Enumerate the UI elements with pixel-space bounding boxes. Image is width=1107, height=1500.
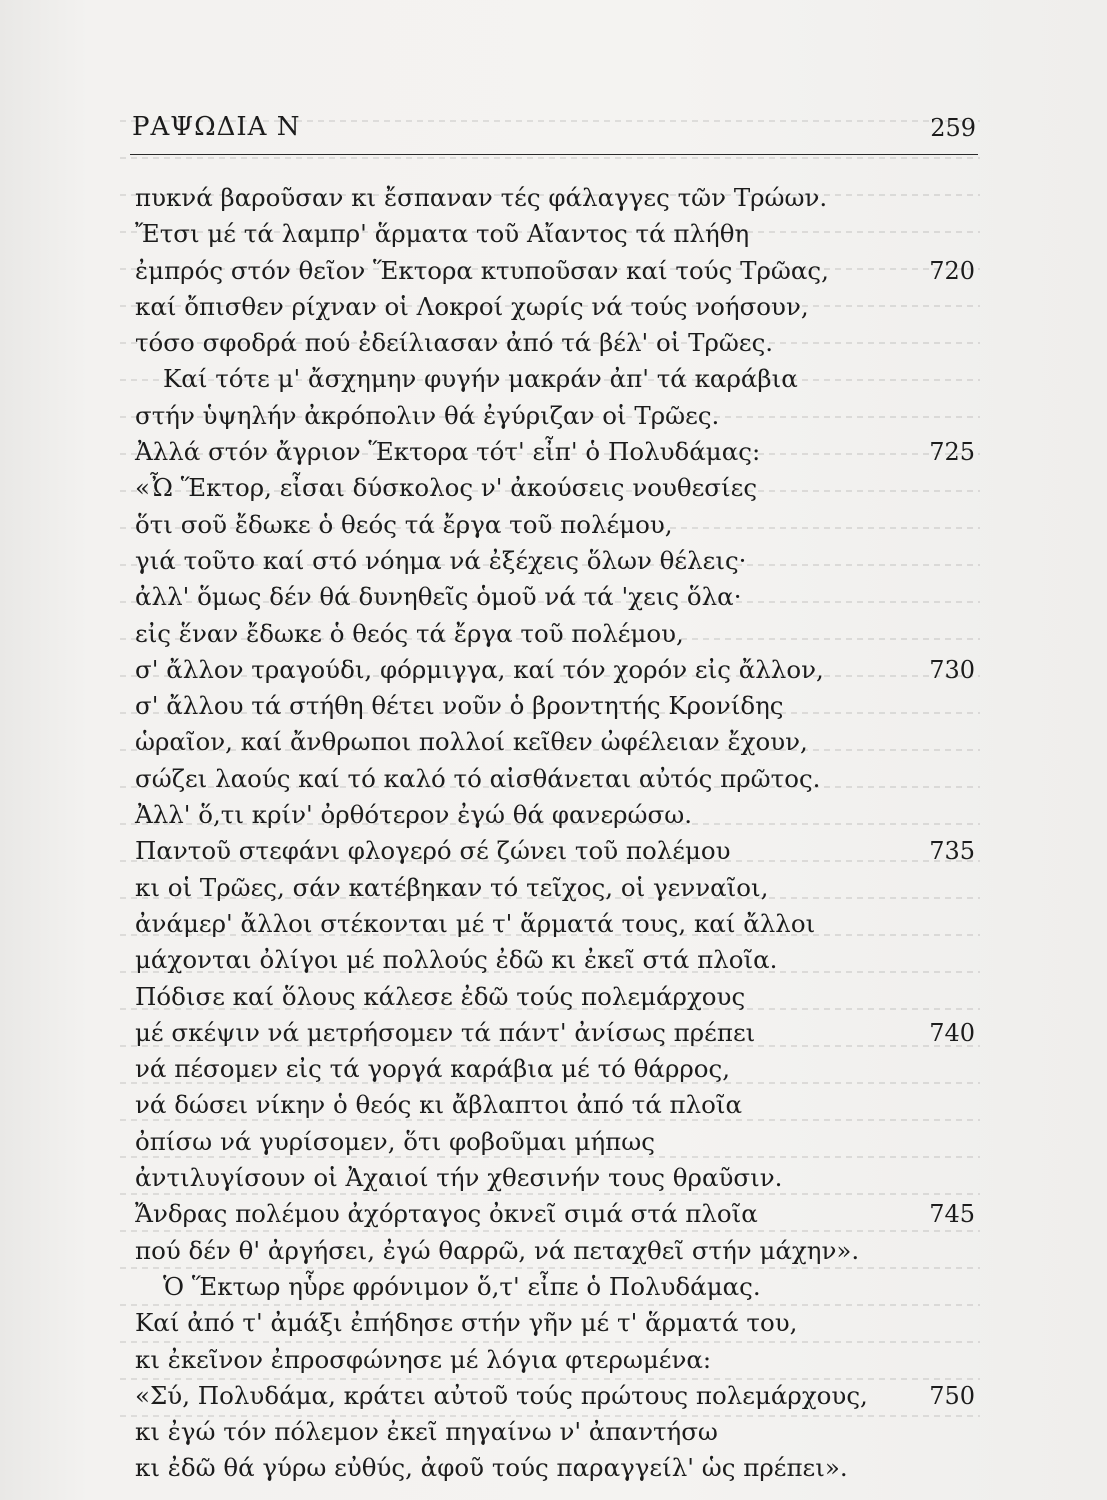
verse-line	[135, 507, 975, 543]
page-number: 259	[930, 114, 976, 142]
verse-text: νά δώσει νίκην ὁ θεός κι ἄβλαπτοι ἀπό τά πλοῖα	[135, 1090, 743, 1120]
verse-text: Καί ἀπό τ' ἀμάξι ἐπήδησε στήν γῆν μέ τ' ἅρματά του,	[135, 1308, 798, 1338]
line-number: 735	[929, 837, 975, 866]
verse-text: μέ σκέψιν νά μετρήσομεν τά πάντ' ἀνίσως πρέπει	[135, 1017, 756, 1047]
verse-line	[135, 724, 975, 760]
verse-line	[135, 1450, 975, 1486]
verse-line	[135, 1015, 975, 1051]
verse-line	[135, 688, 975, 724]
verse-line	[135, 652, 975, 688]
verse-line	[135, 398, 975, 434]
verse-line	[135, 180, 975, 216]
verse-text: τόσο σφοδρά πού ἐδείλιασαν ἀπό τά βέλ' οἱ Τρῶες.	[135, 328, 774, 358]
verse-line	[135, 1269, 975, 1305]
verse-list	[135, 180, 975, 1487]
verse-line	[135, 543, 975, 579]
verse-text: ἀλλ' ὅμως δέν θά δυνηθεῖς ὁμοῦ νά τά 'χεις ὅλα·	[135, 582, 742, 612]
verse-text: ὀπίσω νά γυρίσομεν, ὅτι φοβοῦμαι μήπως	[135, 1126, 655, 1156]
verse-text: ἀνάμερ' ἄλλοι στέκονται μέ τ' ἅρματά τους, καί ἄλλοι	[135, 908, 816, 938]
verse-text: «Σύ, Πολυδάμα, κράτει αὐτοῦ τούς πρώτους πολεμάρχους,	[135, 1380, 868, 1410]
verse-line	[135, 942, 975, 978]
verse-text: νά πέσομεν εἰς τά γοργά καράβια μέ τό θάρρος,	[135, 1054, 731, 1084]
verse-text: Ἔτσι μέ τά λαμπρ' ἅρματα τοῦ Αἴαντος τά πλήθη	[135, 219, 750, 249]
verse-text: πού δέν θ' ἀργήσει, ἐγώ θαρρῶ, νά πεταχθεῖ στήν μάχην».	[135, 1235, 860, 1265]
verse-line	[135, 361, 975, 397]
verse-line	[135, 797, 975, 833]
verse-text: ἀντιλυγίσουν οἱ Ἀχαιοί τήν χθεσινήν τους θραῦσιν.	[135, 1163, 783, 1193]
verse-line	[135, 1233, 975, 1269]
verse-text: Καί τότε μ' ἄσχημην φυγήν μακράν ἀπ' τά καράβια	[163, 364, 798, 394]
line-number: 740	[929, 1018, 975, 1047]
verse-line	[135, 761, 975, 797]
verse-line	[135, 216, 975, 252]
running-head: ΡΑΨΩΔΙΑ Ν	[132, 112, 301, 142]
verse-text: σ' ἄλλου τά στήθη θέτει νοῦν ὁ βροντητής Κρονίδης	[135, 691, 784, 721]
verse-line	[135, 253, 975, 289]
verse-text: κι ἐδῶ θά γύρω εὐθύς, ἀφοῦ τούς παραγγείλ' ὡς πρέπει».	[135, 1453, 848, 1483]
verse-text: κι ἐκεῖνον ἐπροσφώνησε μέ λόγια φτερωμένα:	[135, 1344, 712, 1374]
line-number: 745	[929, 1200, 975, 1229]
verse-text: κι οἱ Τρῶες, σάν κατέβηκαν τό τεῖχος, οἱ γενναῖοι,	[135, 872, 769, 902]
line-number: 730	[929, 655, 975, 684]
verse-line	[135, 1305, 975, 1341]
page-header	[130, 112, 978, 156]
verse-text: σ' ἄλλον τραγούδι, φόρμιγγα, καί τόν χορόν εἰς ἄλλον,	[135, 654, 824, 684]
verse-text: Ἀλλ' ὅ,τι κρίν' ὀρθότερον ἐγώ θά φανερώσω.	[135, 800, 693, 830]
header-rule	[130, 154, 978, 155]
verse-text: Ὁ Ἕκτωρ ηὗρε φρόνιμον ὅ,τ' εἶπε ὁ Πολυδάμας.	[163, 1271, 761, 1301]
verse-line	[135, 289, 975, 325]
verse-line	[135, 470, 975, 506]
verse-text: Ἄνδρας πολέμου ἀχόρταγος ὀκνεῖ σιμά στά πλοῖα	[135, 1199, 758, 1229]
verse-text: ἐμπρός στόν θεῖον Ἕκτορα κτυποῦσαν καί τούς Τρῶας,	[135, 255, 829, 285]
verse-text: ὡραῖον, καί ἄνθρωποι πολλοί κεῖθεν ὠφέλειαν ἔχουν,	[135, 727, 808, 757]
verse-line	[135, 1160, 975, 1196]
verse-text: ὅτι σοῦ ἔδωκε ὁ θεός τά ἔργα τοῦ πολέμου,	[135, 509, 673, 539]
verse-line	[135, 1342, 975, 1378]
verse-text: εἰς ἕναν ἔδωκε ὁ θεός τά ἔργα τοῦ πολέμου,	[135, 618, 684, 648]
verse-text: μάχονται ὀλίγοι μέ πολλούς ἐδῶ κι ἐκεῖ στά πλοῖα.	[135, 945, 778, 975]
verse-line	[135, 1124, 975, 1160]
verse-line	[135, 579, 975, 615]
verse-line	[135, 616, 975, 652]
verse-line	[135, 833, 975, 869]
verse-line	[135, 979, 975, 1015]
verse-text: στήν ὑψηλήν ἀκρόπολιν θά ἐγύριζαν οἱ Τρῶες.	[135, 400, 720, 430]
verse-text: γιά τοῦτο καί στό νόημα νά ἐξέχεις ὅλων θέλεις·	[135, 545, 747, 575]
verse-text: Ἀλλά στόν ἄγριον Ἕκτορα τότ' εἶπ' ὁ Πολυδάμας:	[135, 437, 761, 467]
verse-line	[135, 1087, 975, 1123]
verse-text: κι ἐγώ τόν πόλεμον ἐκεῖ πηγαίνω ν' ἀπαντήσω	[135, 1417, 718, 1447]
line-number: 750	[929, 1381, 975, 1410]
line-number: 720	[929, 256, 975, 285]
line-number: 725	[929, 438, 975, 467]
verse-line	[135, 870, 975, 906]
verse-text: Παντοῦ στεφάνι φλογερό σέ ζώνει τοῦ πολέμου	[135, 836, 731, 866]
verse-text: σώζει λαούς καί τό καλό τό αἰσθάνεται αὐτός πρῶτος.	[135, 763, 821, 793]
verse-line	[135, 1378, 975, 1414]
verse-text: «Ὦ Ἕκτορ, εἶσαι δύσκολος ν' ἀκούσεις νουθεσίες	[135, 473, 758, 503]
verse-line	[135, 325, 975, 361]
verse-line	[135, 1051, 975, 1087]
verse-line	[135, 1196, 975, 1232]
verse-text: Πόδισε καί ὅλους κάλεσε ἐδῶ τούς πολεμάρχους	[135, 981, 746, 1011]
verse-line	[135, 1414, 975, 1450]
verse-text: πυκνά βαροῦσαν κι ἔσπαναν τές φάλαγγες τῶν Τρώων.	[135, 183, 828, 212]
verse-line	[135, 434, 975, 470]
verse-text: καί ὄπισθεν ρίχναν οἱ Λοκροί χωρίς νά τούς νοήσουν,	[135, 291, 809, 321]
verse-line	[135, 906, 975, 942]
